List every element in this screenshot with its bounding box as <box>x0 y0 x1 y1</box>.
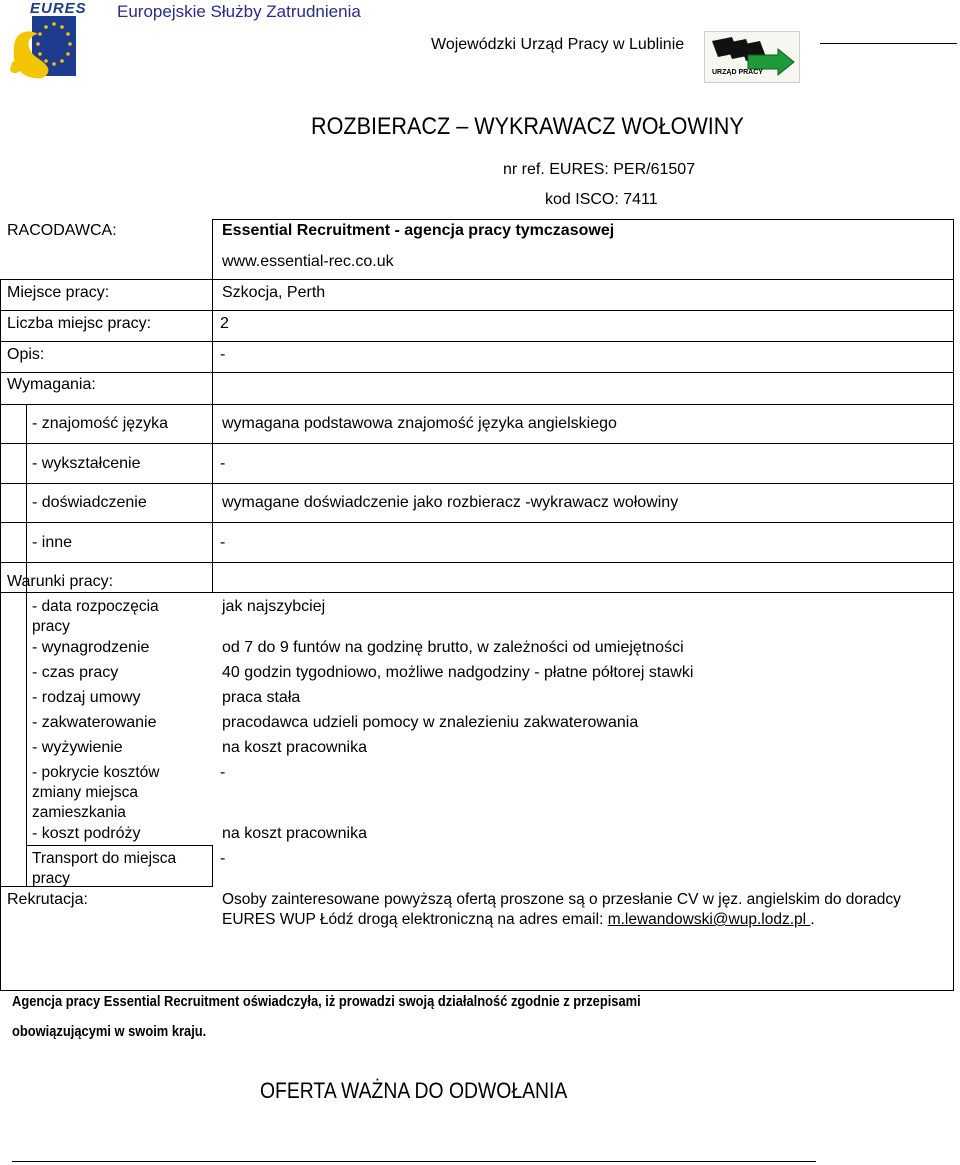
cond-travel-value: na koszt pracownika <box>222 825 367 842</box>
recruitment-end: . <box>810 911 815 928</box>
positions-value: 2 <box>220 315 229 332</box>
offer-isco: kod ISCO: 7411 <box>545 191 658 208</box>
req-experience-value: wymagane doświadczenie jako rozbieracz -wykrawacz wołowiny <box>222 494 679 511</box>
urzad-pracy-logo <box>704 31 800 83</box>
cond-start-value: jak najszybciej <box>222 598 326 615</box>
req-other-value: - <box>220 534 226 551</box>
cond-hours-value: 40 godzin tygodniowo, możliwe nadgodziny - płatne półtorej stawki <box>222 664 694 681</box>
offer-ref: nr ref. EURES: PER/61507 <box>503 161 696 178</box>
employer-url: www.essential-rec.co.uk <box>222 253 394 270</box>
validity-note: OFERTA WAŻNA DO ODWOŁANIA <box>260 1078 568 1103</box>
cond-housing-value: pracodawca udzieli pomocy w znalezieniu zakwaterowania <box>222 714 639 731</box>
positions-label: Liczba miejsc pracy: <box>7 315 152 332</box>
req-experience-label: - doświadczenie <box>32 494 147 511</box>
recruitment-email-link[interactable]: m.lewandowski@wup.lodz.pl <box>607 911 811 928</box>
conditions-label: Warunki pracy: <box>7 573 114 590</box>
workplace-value: Szkocja, Perth <box>222 284 326 301</box>
cond-food-value: na koszt pracownika <box>222 739 367 756</box>
employer-label: RACODAWCA: <box>7 222 117 239</box>
req-education-value: - <box>220 455 226 472</box>
cond-transport-label: Transport do miejsca pracy <box>32 850 177 887</box>
cond-start-label: - data rozpoczęcia pracy <box>32 598 159 635</box>
cond-contract-value: praca stała <box>222 689 301 706</box>
cond-housing-label: - zakwaterowanie <box>32 714 157 731</box>
cond-transport-value: - <box>220 850 226 867</box>
cond-salary-label: - wynagrodzenie <box>32 639 150 656</box>
declaration-line1: Agencja pracy Essential Recruitment oświadczyła, iż prowadzi swoją działalność zgodnie z przepisami <box>12 993 641 1010</box>
footer-rule <box>12 1161 816 1162</box>
cond-salary-value: od 7 do 9 funtów na godzinę brutto, w zależności od umiejętności <box>222 639 684 656</box>
org-name: Europejskie Służby Zatrudnienia <box>117 2 361 21</box>
requirements-label: Wymagania: <box>7 376 96 393</box>
cond-contract-label: - rodzaj umowy <box>32 689 141 706</box>
recruitment-label: Rekrutacja: <box>7 891 88 908</box>
recruitment-text <box>222 890 937 930</box>
urzad-pracy-logo-text: URZĄD PRACY <box>712 69 763 76</box>
eures-logo-text: EURES <box>30 0 87 17</box>
description-label: Opis: <box>7 346 45 363</box>
offer-title: ROZBIERACZ – WYKRAWACZ WOŁOWINY <box>311 113 744 140</box>
req-other-label: - inne <box>32 534 73 551</box>
req-education-label: - wykształcenie <box>32 455 141 472</box>
cond-food-label: - wyżywienie <box>32 739 123 756</box>
workplace-label: Miejsce pracy: <box>7 284 110 301</box>
cond-travel-label: - koszt podróży <box>32 825 141 842</box>
description-value: - <box>220 346 226 363</box>
req-language-label: - znajomość języka <box>32 415 169 432</box>
req-language-value: wymagana podstawowa znajomość języka angielskiego <box>222 415 617 432</box>
cond-relocation-value: - <box>220 764 226 781</box>
office-name: Wojewódzki Urząd Pracy w Lublinie <box>431 36 685 53</box>
header-rule <box>820 43 957 44</box>
cond-hours-label: - czas pracy <box>32 664 119 681</box>
cond-relocation-label: - pokrycie kosztów zmiany miejsca zamieszkania <box>32 764 160 821</box>
eures-logo <box>8 0 87 80</box>
employer-value: Essential Recruitment - agencja pracy tymczasowej <box>222 222 615 239</box>
recruitment-body: Osoby zainteresowane powyższą ofertą proszone są o przesłanie CV w jęz. angielskim do doradcy EURES WUP Łódź drogą elektroniczną na adres email: <box>222 891 901 928</box>
declaration-line2: obowiązującymi w swoim kraju. <box>12 1023 207 1040</box>
